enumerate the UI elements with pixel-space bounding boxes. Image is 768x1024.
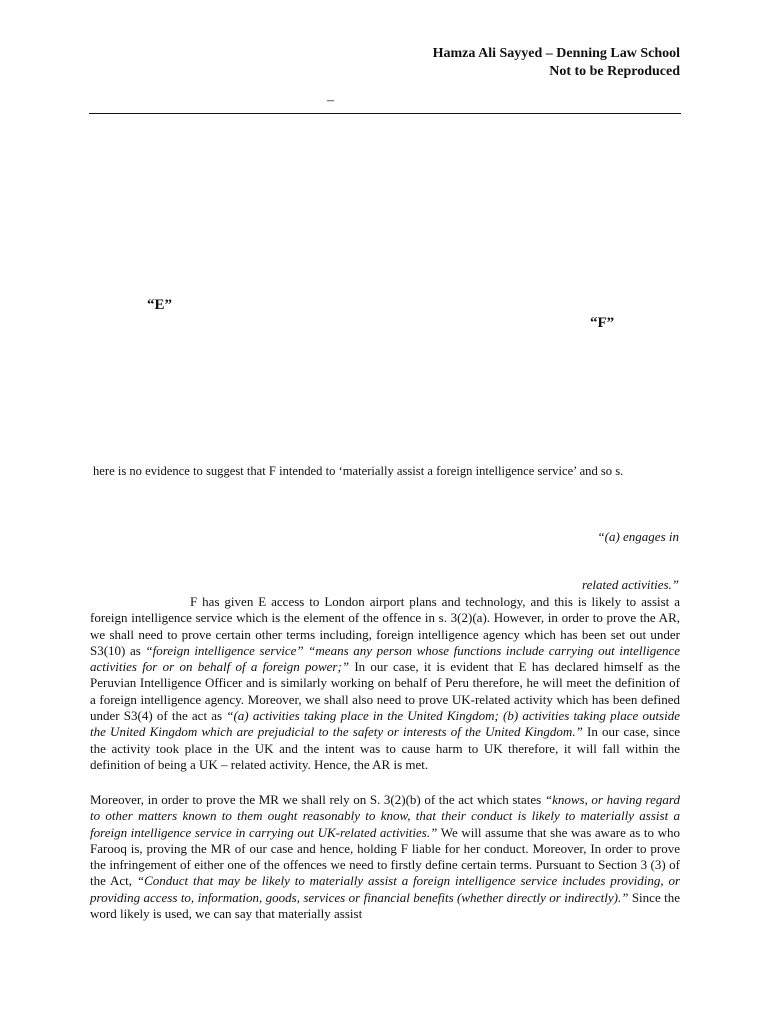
paragraph-actus-reus xyxy=(90,594,680,773)
header-notice: Not to be Reproduced xyxy=(549,64,680,79)
p1-quote-1: “foreign intelligence service” “means any person whose functions include carrying out intelligence activities for or on behalf of a foreign power;” xyxy=(90,642,681,675)
header-rule xyxy=(89,113,681,114)
engages-in-fragment: “(a) engages in xyxy=(597,529,679,544)
p2-text-2: We will assume that she was aware as to who Farooq is, proving the MR of our case and hence, holding F liable for her conduct. Moreover, In order to prove the infringement of either one of the offences we need to firstly define certain terms. Pursuant to Section 3 (3) of the Act, xyxy=(90,824,681,889)
p1-text-2: In our case, it is evident that E has declared himself as the Peruvian Intelligence Officer and is similarly working on behalf of Peru therefore, he will meet the definition of a foreign intelligence agency. Moreover, we shall also need to prove UK-related activity which has been defined under S3(4) of the act as xyxy=(90,659,680,724)
header-dash: – xyxy=(327,93,334,108)
header-author: Hamza Ali Sayyed – Denning Law School xyxy=(432,46,680,61)
p1-quote-2: “(a) activities taking place in the United Kingdom; (b) activities taking place outside the United Kingdom which are prejudicial to the safety or interests of the United Kingdom.” xyxy=(90,708,680,740)
p2-text-1: Moreover, in order to prove the MR we shall rely on S. 3(2)(b) of the act which states xyxy=(90,792,545,807)
p1-text-3: In our case, since the activity took place in the UK and the intent was to cause harm to UK therefore, it will fall within the definition of being a UK – related activity. Hence, the AR is met. xyxy=(90,724,680,772)
paragraph-mens-rea xyxy=(90,792,680,922)
party-e-label: “E” xyxy=(147,297,173,313)
p2-text-3: Since the word likely is used, we can say that materially assist xyxy=(90,889,681,922)
p1-text-1: F has given E access to London airport plans and technology, and this is likely to assist a foreign intelligence service which is the element of the offence in s. 3(2)(a). However, in order to prove the AR, we shall need to prove certain other terms including, foreign intelligence agency which has been set out under S3(10) as xyxy=(90,594,680,658)
p2-quote-2: “Conduct that may be likely to materially assist a foreign intelligence service includes providing, or providing access to, information, goods, services or financial benefits (whether directly or indirectly).” xyxy=(90,873,681,905)
no-evidence-line: here is no evidence to suggest that F intended to ‘materially assist a foreign intelligence service’ and so s. xyxy=(93,464,624,478)
related-activities-fragment: related activities.” xyxy=(582,577,679,592)
p2-quote-1: “knows, or having regard to other matters known to them ought reasonably to know, that their conduct is likely to materially assist a foreign intelligence service in carrying out UK-related activities.” xyxy=(90,792,680,840)
party-f-label: “F” xyxy=(590,315,615,331)
